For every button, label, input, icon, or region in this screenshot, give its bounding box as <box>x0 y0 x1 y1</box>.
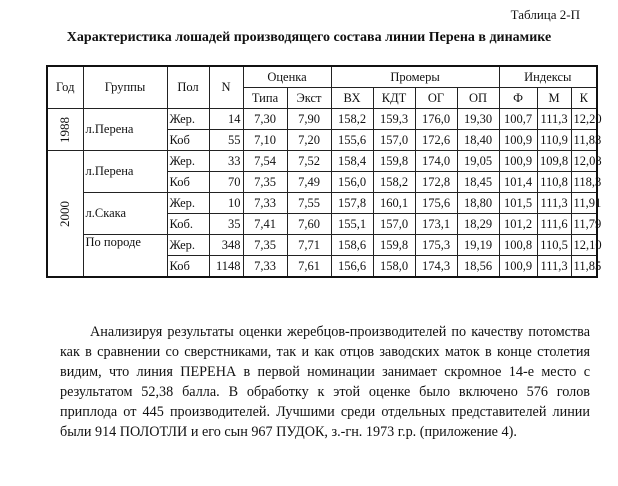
value-cell: 174,0 <box>415 151 457 172</box>
value-cell: 155,1 <box>331 214 373 235</box>
subheader-cell: ВХ <box>331 88 373 109</box>
table-row <box>47 109 597 130</box>
group-cell: л.Перена <box>83 109 167 151</box>
value-cell: 156,6 <box>331 256 373 278</box>
n-cell: 1148 <box>209 256 243 278</box>
value-cell: 110,9 <box>537 130 571 151</box>
value-cell: 11,83 <box>571 130 597 151</box>
value-cell: 11,91 <box>571 193 597 214</box>
value-cell: 18,80 <box>457 193 499 214</box>
value-cell: 175,3 <box>415 235 457 256</box>
sex-cell: Коб <box>167 256 209 278</box>
value-cell: 158,6 <box>331 235 373 256</box>
n-cell: 70 <box>209 172 243 193</box>
n-cell: 35 <box>209 214 243 235</box>
value-cell: 7,54 <box>243 151 287 172</box>
value-cell: 7,55 <box>287 193 331 214</box>
value-cell: 100,7 <box>499 109 537 130</box>
value-cell: 18,45 <box>457 172 499 193</box>
value-cell: 11,85 <box>571 256 597 278</box>
value-cell: 158,2 <box>373 172 415 193</box>
header-indices: Индексы <box>499 66 597 88</box>
group-cell: По породе <box>83 235 167 278</box>
value-cell: 118,3 <box>571 172 597 193</box>
value-cell: 111,3 <box>537 256 571 278</box>
value-cell: 7,61 <box>287 256 331 278</box>
value-cell: 7,33 <box>243 193 287 214</box>
header-measures: Промеры <box>331 66 499 88</box>
subheader-cell: Экст <box>287 88 331 109</box>
value-cell: 111,3 <box>537 109 571 130</box>
value-cell: 12,20 <box>571 109 597 130</box>
value-cell: 157,8 <box>331 193 373 214</box>
year-cell: 2000 <box>47 151 83 278</box>
sex-cell: Жер. <box>167 151 209 172</box>
table-label: Таблица 2-П <box>510 7 580 22</box>
header-row <box>47 66 597 88</box>
value-cell: 7,10 <box>243 130 287 151</box>
value-cell: 18,56 <box>457 256 499 278</box>
value-cell: 173,1 <box>415 214 457 235</box>
sex-cell: Жер. <box>167 193 209 214</box>
value-cell: 101,2 <box>499 214 537 235</box>
value-cell: 100,8 <box>499 235 537 256</box>
subheader-cell: ОГ <box>415 88 457 109</box>
value-cell: 110,8 <box>537 172 571 193</box>
value-cell: 18,40 <box>457 130 499 151</box>
value-cell: 174,3 <box>415 256 457 278</box>
value-cell: 100,9 <box>499 256 537 278</box>
table-title: Характеристика лошадей производящего состава линии Перена в динамике <box>66 30 552 45</box>
header-n: N <box>209 66 243 109</box>
value-cell: 155,6 <box>331 130 373 151</box>
value-cell: 101,5 <box>499 193 537 214</box>
year-cell: 1988 <box>47 109 83 151</box>
value-cell: 159,3 <box>373 109 415 130</box>
value-cell: 160,1 <box>373 193 415 214</box>
value-cell: 7,49 <box>287 172 331 193</box>
value-cell: 7,52 <box>287 151 331 172</box>
sex-cell: Коб <box>167 130 209 151</box>
value-cell: 157,0 <box>373 130 415 151</box>
table-row <box>47 151 597 172</box>
n-cell: 14 <box>209 109 243 130</box>
value-cell: 111,6 <box>537 214 571 235</box>
value-cell: 7,33 <box>243 256 287 278</box>
subheader-cell: ОП <box>457 88 499 109</box>
subheader-cell: Типа <box>243 88 287 109</box>
value-cell: 111,3 <box>537 193 571 214</box>
value-cell: 7,35 <box>243 235 287 256</box>
table-row <box>47 235 597 256</box>
value-cell: 100,9 <box>499 151 537 172</box>
value-cell: 12,10 <box>571 235 597 256</box>
value-cell: 158,2 <box>331 109 373 130</box>
subheader-cell: К <box>571 88 597 109</box>
value-cell: 7,20 <box>287 130 331 151</box>
value-cell: 7,71 <box>287 235 331 256</box>
value-cell: 19,19 <box>457 235 499 256</box>
header-groups: Группы <box>83 66 167 109</box>
sex-cell: Жер. <box>167 109 209 130</box>
value-cell: 11,79 <box>571 214 597 235</box>
value-cell: 172,6 <box>415 130 457 151</box>
n-cell: 55 <box>209 130 243 151</box>
value-cell: 158,0 <box>373 256 415 278</box>
header-year: Год <box>47 66 83 109</box>
value-cell: 110,5 <box>537 235 571 256</box>
header-score: Оценка <box>243 66 331 88</box>
n-cell: 33 <box>209 151 243 172</box>
value-cell: 7,90 <box>287 109 331 130</box>
value-cell: 7,35 <box>243 172 287 193</box>
value-cell: 172,8 <box>415 172 457 193</box>
subheader-cell: М <box>537 88 571 109</box>
value-cell: 12,03 <box>571 151 597 172</box>
group-cell: л.Скака <box>83 193 167 235</box>
value-cell: 101,4 <box>499 172 537 193</box>
value-cell: 7,60 <box>287 214 331 235</box>
sex-cell: Жер. <box>167 235 209 256</box>
subheader-cell: КДТ <box>373 88 415 109</box>
value-cell: 7,41 <box>243 214 287 235</box>
value-cell: 159,8 <box>373 151 415 172</box>
value-cell: 109,8 <box>537 151 571 172</box>
value-cell: 100,9 <box>499 130 537 151</box>
body-text <box>60 322 590 442</box>
table-row <box>47 193 597 214</box>
value-cell: 175,6 <box>415 193 457 214</box>
sex-cell: Коб. <box>167 214 209 235</box>
value-cell: 157,0 <box>373 214 415 235</box>
subheader-cell: Ф <box>499 88 537 109</box>
value-cell: 18,29 <box>457 214 499 235</box>
paragraph: Анализируя результаты оценки жеребцов-производителей по качеству потомства как в сравнении со сверстниками, так и как отцов заводских маток в конце столетия видим, что линия ПЕРЕНА в первой номинации занимает скромное 14-е место с результатом 52,38 балла. В обработку к этой оценке было включено 576 голов приплода от 445 производителей. Лучшими среди отдельных представителей линии были 914 ПОЛОТЛИ и его сын 967 ПУДОК, з.-гн. 1973 г.р. (приложение 4). <box>60 324 590 440</box>
value-cell: 159,8 <box>373 235 415 256</box>
group-cell: л.Перена <box>83 151 167 193</box>
header-sex: Пол <box>167 66 209 109</box>
horse-characteristics-table <box>46 65 602 278</box>
value-cell: 176,0 <box>415 109 457 130</box>
n-cell: 348 <box>209 235 243 256</box>
value-cell: 158,4 <box>331 151 373 172</box>
value-cell: 156,0 <box>331 172 373 193</box>
value-cell: 19,05 <box>457 151 499 172</box>
sex-cell: Коб <box>167 172 209 193</box>
value-cell: 7,30 <box>243 109 287 130</box>
value-cell: 19,30 <box>457 109 499 130</box>
n-cell: 10 <box>209 193 243 214</box>
